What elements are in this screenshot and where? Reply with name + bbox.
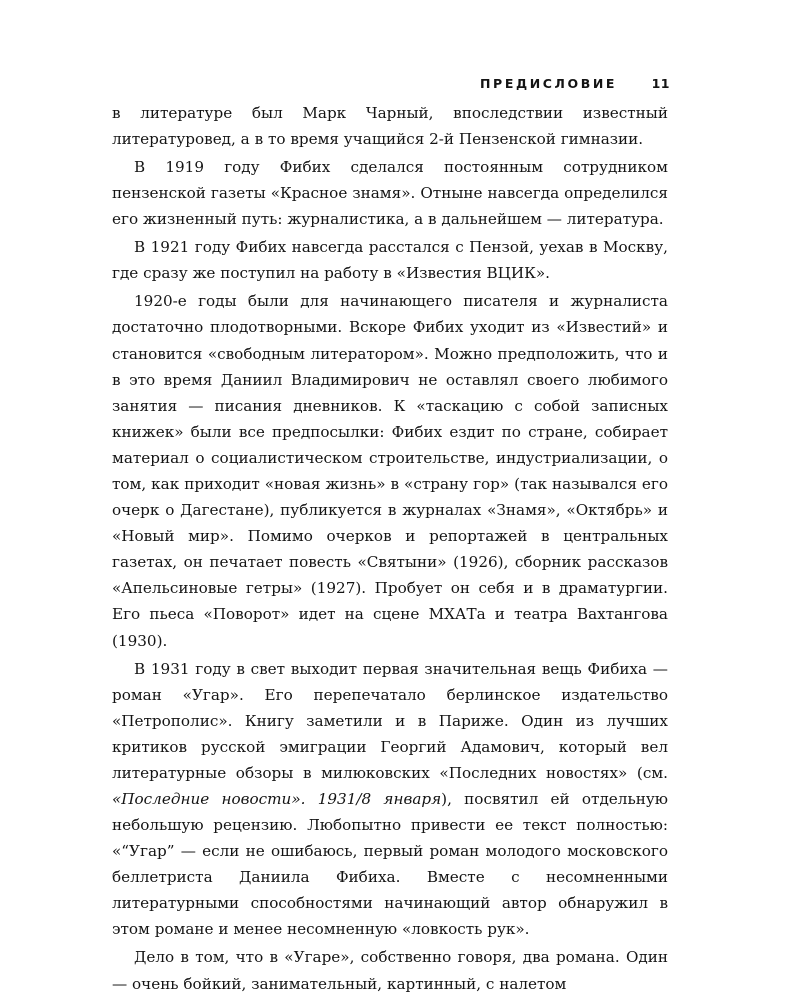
- running-head: [480, 76, 670, 96]
- text-run: В 1921 году Фибих навсегда расстался с Пензой, уехав в Москву, где сразу же поступил на работу в «Известия ВЦИК».: [112, 238, 668, 283]
- text-run: В 1931 году в свет выходит первая значительная вещь Фибиха — роман «Угар». Его перепечатало берлинское издательство «Петрополис». Книгу заметили и в Париже. Один из лучших критиков русской эмиграции Георгий Адамович, который вел литературные обзоры в милюковских «Последних новостях» (см.: [112, 659, 668, 782]
- paragraph: [112, 944, 668, 996]
- text-run: Дело в том, что в «Угаре», собственно говоря, два романа. Один — очень бойкий, занимательный, картинный, с налетом: [112, 948, 668, 993]
- body-text: [112, 100, 668, 999]
- paragraph: [112, 288, 668, 653]
- text-run: в литературе был Марк Чарный, впоследствии известный литературовед, а в то время учащийся 2-й Пензенской гимназии.: [112, 104, 668, 149]
- section-title: ПРЕДИСЛОВИЕ: [480, 76, 618, 91]
- paragraph: [112, 100, 668, 152]
- paragraph: [112, 656, 668, 943]
- page-number: 11: [651, 76, 670, 91]
- citation-italic: «Последние новости». 1931/8 января: [112, 790, 442, 808]
- text-run: В 1919 году Фибих сделался постоянным сотрудником пензенской газеты «Красное знамя». Отныне навсегда определился его жизненный путь: журналистика, а в дальнейшем — литература.: [112, 158, 668, 229]
- paragraph: [112, 154, 668, 232]
- text-run: 1920-е годы были для начинающего писателя и журналиста достаточно плодотворными. Вскоре Фибих уходит из «Известий» и становится «свободным литератором». Можно предположить, что и в это время Даниил Владимирович не оставлял своего любимого занятия — писания дневников. К «таскацию с собой записных книжек» были все предпосылки: Фибих ездит по стране, собирает материал о социалистическом строительстве, индустриализации, о том, как приходит «новая жизнь» в «страну гор» (так назывался его очерк о Дагестане), публикуется в журналах «Знамя», «Октябрь» и «Новый мир». Помимо очерков и репортажей в центральных газетах, он печатает повесть «Святыни» (1926), сборник рассказов «Апельсиновые гетры» (1927). Пробует он себя и в драматургии. Его пьеса «Поворот» идет на сцене МХАТа и театра Вахтангова (1930).: [112, 292, 668, 650]
- text-run: ), посвятил ей отдельную небольшую рецензию. Любопытно привести ее текст полностью: «“Угар” — если не ошибаюсь, первый роман молодого московского беллетриста Даниила Фибиха. Вместе с несомненными литературными способностями начинающий автор обнаружил в этом романе и менее несомненную «ловкость рук».: [112, 790, 668, 939]
- paragraph: [112, 234, 668, 286]
